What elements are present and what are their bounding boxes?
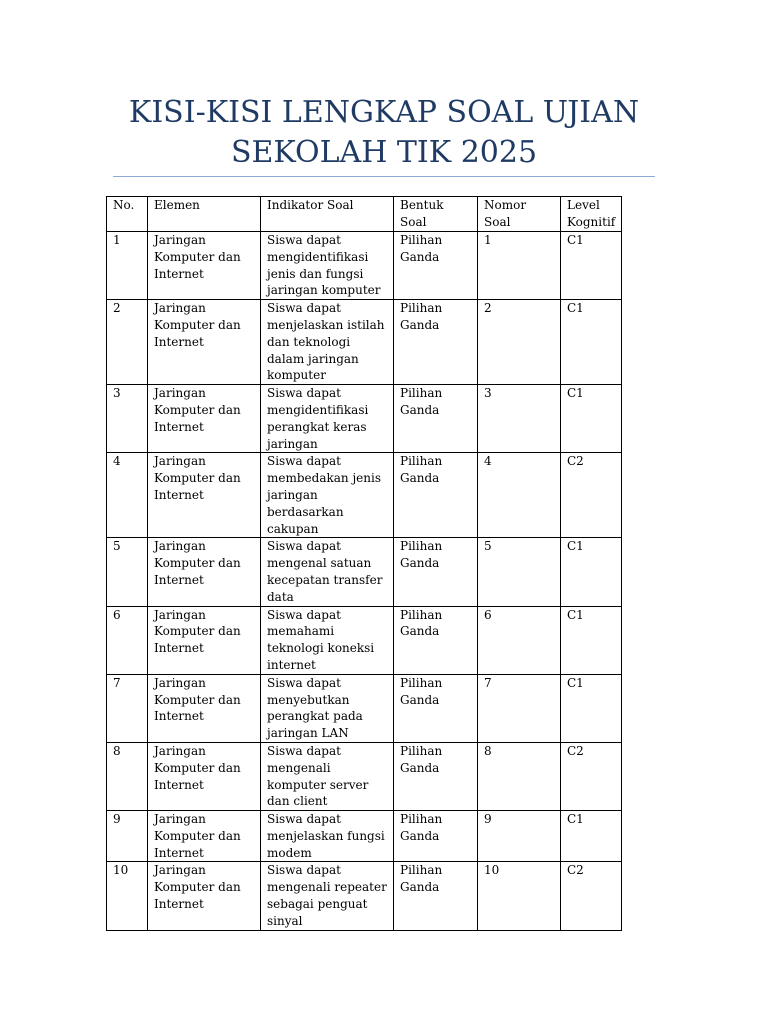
cell-level: C1 — [561, 606, 622, 674]
table-row — [107, 606, 622, 674]
kisi-kisi-table — [106, 196, 622, 931]
cell-elemen: Jaringan Komputer dan Internet — [148, 674, 261, 742]
cell-nomor: 8 — [478, 742, 561, 810]
cell-bentuk: Pilihan Ganda — [394, 862, 478, 930]
cell-level: C1 — [561, 674, 622, 742]
table-row — [107, 453, 622, 538]
cell-nomor: 1 — [478, 232, 561, 300]
page-title: KISI-KISI LENGKAP SOAL UJIAN SEKOLAH TIK 2025 — [128, 95, 640, 170]
cell-no: 6 — [107, 606, 148, 674]
cell-elemen: Jaringan Komputer dan Internet — [148, 811, 261, 862]
cell-bentuk: Pilihan Ganda — [394, 232, 478, 300]
cell-bentuk: Pilihan Ganda — [394, 453, 478, 538]
cell-no: 5 — [107, 538, 148, 606]
cell-no: 9 — [107, 811, 148, 862]
cell-elemen: Jaringan Komputer dan Internet — [148, 300, 261, 385]
cell-nomor: 2 — [478, 300, 561, 385]
cell-indikator: Siswa dapat mengenal satuan kecepatan transfer data — [261, 538, 394, 606]
cell-elemen: Jaringan Komputer dan Internet — [148, 385, 261, 453]
cell-elemen: Jaringan Komputer dan Internet — [148, 453, 261, 538]
cell-bentuk: Pilihan Ganda — [394, 385, 478, 453]
table-row — [107, 862, 622, 930]
cell-elemen: Jaringan Komputer dan Internet — [148, 606, 261, 674]
cell-no: 10 — [107, 862, 148, 930]
cell-indikator: Siswa dapat mengenali repeater sebagai penguat sinyal — [261, 862, 394, 930]
cell-nomor: 4 — [478, 453, 561, 538]
cell-nomor: 9 — [478, 811, 561, 862]
cell-no: 1 — [107, 232, 148, 300]
table-row — [107, 538, 622, 606]
cell-level: C1 — [561, 300, 622, 385]
cell-level: C2 — [561, 742, 622, 810]
table-row — [107, 742, 622, 810]
header-cell-bentuk: Bentuk Soal — [394, 197, 478, 232]
header-cell-nomor: Nomor Soal — [478, 197, 561, 232]
header-cell-level: Level Kognitif — [561, 197, 622, 232]
header-cell-elemen: Elemen — [148, 197, 261, 232]
cell-indikator: Siswa dapat menyebutkan perangkat pada jaringan LAN — [261, 674, 394, 742]
cell-elemen: Jaringan Komputer dan Internet — [148, 232, 261, 300]
table-row — [107, 674, 622, 742]
cell-bentuk: Pilihan Ganda — [394, 538, 478, 606]
cell-nomor: 7 — [478, 674, 561, 742]
cell-level: C2 — [561, 862, 622, 930]
cell-elemen: Jaringan Komputer dan Internet — [148, 742, 261, 810]
table-row — [107, 385, 622, 453]
cell-elemen: Jaringan Komputer dan Internet — [148, 862, 261, 930]
table-row — [107, 300, 622, 385]
cell-indikator: Siswa dapat mengidentifikasi jenis dan fungsi jaringan komputer — [261, 232, 394, 300]
table-row — [107, 232, 622, 300]
header-cell-no: No. — [107, 197, 148, 232]
cell-level: C1 — [561, 232, 622, 300]
cell-indikator: Siswa dapat mengenali komputer server dan client — [261, 742, 394, 810]
title-divider — [113, 176, 655, 177]
cell-bentuk: Pilihan Ganda — [394, 300, 478, 385]
cell-level: C1 — [561, 811, 622, 862]
table-row — [107, 811, 622, 862]
cell-level: C2 — [561, 453, 622, 538]
cell-no: 7 — [107, 674, 148, 742]
cell-level: C1 — [561, 538, 622, 606]
cell-no: 2 — [107, 300, 148, 385]
cell-bentuk: Pilihan Ganda — [394, 811, 478, 862]
cell-no: 8 — [107, 742, 148, 810]
cell-bentuk: Pilihan Ganda — [394, 742, 478, 810]
cell-elemen: Jaringan Komputer dan Internet — [148, 538, 261, 606]
cell-indikator: Siswa dapat menjelaskan istilah dan teknologi dalam jaringan komputer — [261, 300, 394, 385]
cell-nomor: 10 — [478, 862, 561, 930]
cell-indikator: Siswa dapat menjelaskan fungsi modem — [261, 811, 394, 862]
cell-indikator: Siswa dapat membedakan jenis jaringan berdasarkan cakupan — [261, 453, 394, 538]
cell-indikator: Siswa dapat memahami teknologi koneksi internet — [261, 606, 394, 674]
cell-indikator: Siswa dapat mengidentifikasi perangkat keras jaringan — [261, 385, 394, 453]
cell-bentuk: Pilihan Ganda — [394, 674, 478, 742]
cell-level: C1 — [561, 385, 622, 453]
cell-bentuk: Pilihan Ganda — [394, 606, 478, 674]
cell-nomor: 5 — [478, 538, 561, 606]
header-cell-indikator: Indikator Soal — [261, 197, 394, 232]
table-header-row — [107, 197, 622, 232]
cell-nomor: 3 — [478, 385, 561, 453]
cell-no: 4 — [107, 453, 148, 538]
cell-no: 3 — [107, 385, 148, 453]
cell-nomor: 6 — [478, 606, 561, 674]
